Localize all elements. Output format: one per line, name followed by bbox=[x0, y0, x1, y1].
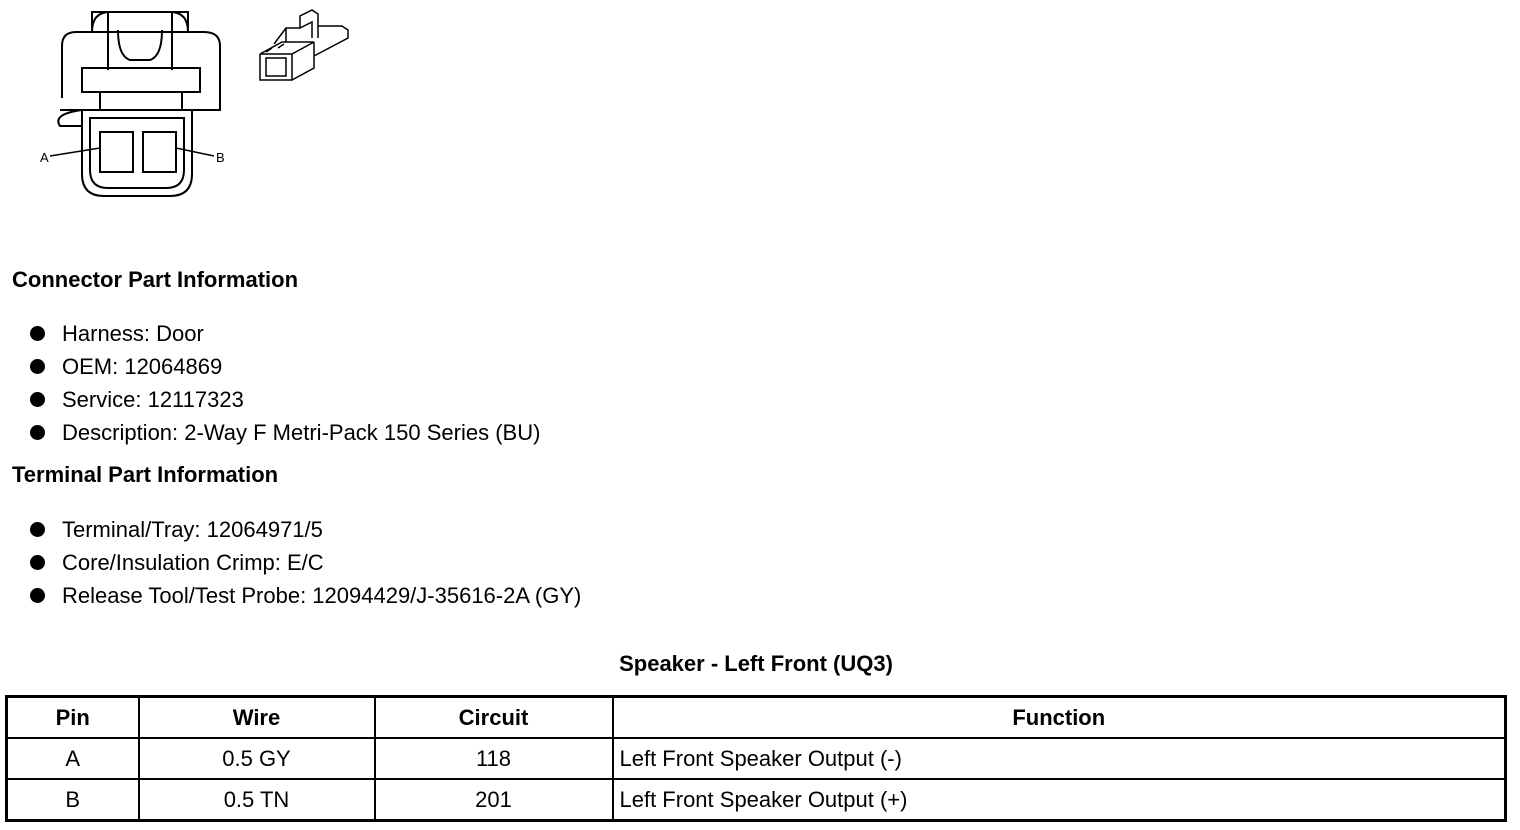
bullet-icon bbox=[30, 326, 45, 341]
housing-band bbox=[82, 68, 200, 92]
list-item bbox=[30, 317, 540, 350]
cavity-b bbox=[143, 132, 176, 172]
connector-part-list bbox=[30, 317, 540, 449]
cell-function: Left Front Speaker Output (+) bbox=[613, 779, 1506, 821]
header-pin: Pin bbox=[7, 697, 139, 739]
bullet-icon bbox=[30, 555, 45, 570]
list-item-text: Service: 12117323 bbox=[62, 387, 244, 412]
latch-inner bbox=[118, 30, 162, 60]
header-circuit: Circuit bbox=[375, 697, 613, 739]
pin-table bbox=[5, 695, 1507, 822]
bullet-icon bbox=[30, 392, 45, 407]
iso-latch bbox=[274, 10, 348, 56]
list-item bbox=[30, 513, 581, 546]
iso-latch-details bbox=[286, 22, 318, 42]
list-item-text: Harness: Door bbox=[62, 321, 204, 346]
lower-shroud-inner bbox=[90, 118, 184, 188]
terminal-part-heading: Terminal Part Information bbox=[12, 462, 279, 487]
bullet-icon bbox=[30, 425, 45, 440]
bullet-icon bbox=[30, 588, 45, 603]
leader-a bbox=[50, 148, 100, 156]
cavity-a bbox=[100, 132, 133, 172]
iso-cavity bbox=[266, 58, 286, 76]
cell-pin: A bbox=[7, 738, 139, 779]
list-item-text: OEM: 12064869 bbox=[62, 354, 223, 379]
list-item bbox=[30, 383, 540, 416]
table-row bbox=[7, 779, 1506, 821]
cell-circuit: 118 bbox=[375, 738, 613, 779]
header-wire: Wire bbox=[139, 697, 375, 739]
list-item bbox=[30, 546, 581, 579]
leader-b bbox=[176, 148, 214, 156]
list-item bbox=[30, 350, 540, 383]
housing-neck bbox=[100, 92, 182, 110]
left-tab bbox=[58, 110, 82, 126]
list-item bbox=[30, 416, 540, 449]
cell-wire: 0.5 TN bbox=[139, 779, 375, 821]
table-header-row bbox=[7, 697, 1506, 739]
connector-isometric-drawing bbox=[252, 8, 352, 90]
header-function: Function bbox=[613, 697, 1506, 739]
list-item bbox=[30, 579, 581, 612]
pin-label-b: B bbox=[216, 150, 225, 165]
terminal-part-list bbox=[30, 513, 581, 612]
list-item-text: Release Tool/Test Probe: 12094429/J-35616-2A (GY) bbox=[62, 583, 582, 608]
connector-face-drawing bbox=[30, 6, 240, 206]
connector-part-heading: Connector Part Information bbox=[12, 267, 299, 292]
table-title: Speaker - Left Front (UQ3) bbox=[619, 651, 893, 676]
latch-curves bbox=[92, 12, 188, 32]
list-item-text: Terminal/Tray: 12064971/5 bbox=[62, 517, 323, 542]
cell-circuit: 201 bbox=[375, 779, 613, 821]
iso-top-face bbox=[260, 42, 314, 54]
cell-pin: B bbox=[7, 779, 139, 821]
list-item-text: Core/Insulation Crimp: E/C bbox=[62, 550, 324, 575]
cell-wire: 0.5 GY bbox=[139, 738, 375, 779]
bullet-icon bbox=[30, 522, 45, 537]
latch-top bbox=[92, 12, 188, 32]
latch-sides bbox=[108, 12, 172, 70]
bullet-icon bbox=[30, 359, 45, 374]
list-item-text: Description: 2-Way F Metri-Pack 150 Series (BU) bbox=[62, 420, 541, 445]
cell-function: Left Front Speaker Output (-) bbox=[613, 738, 1506, 779]
pin-label-a: A bbox=[40, 150, 49, 165]
table-row bbox=[7, 738, 1506, 779]
housing-outline bbox=[60, 32, 220, 110]
